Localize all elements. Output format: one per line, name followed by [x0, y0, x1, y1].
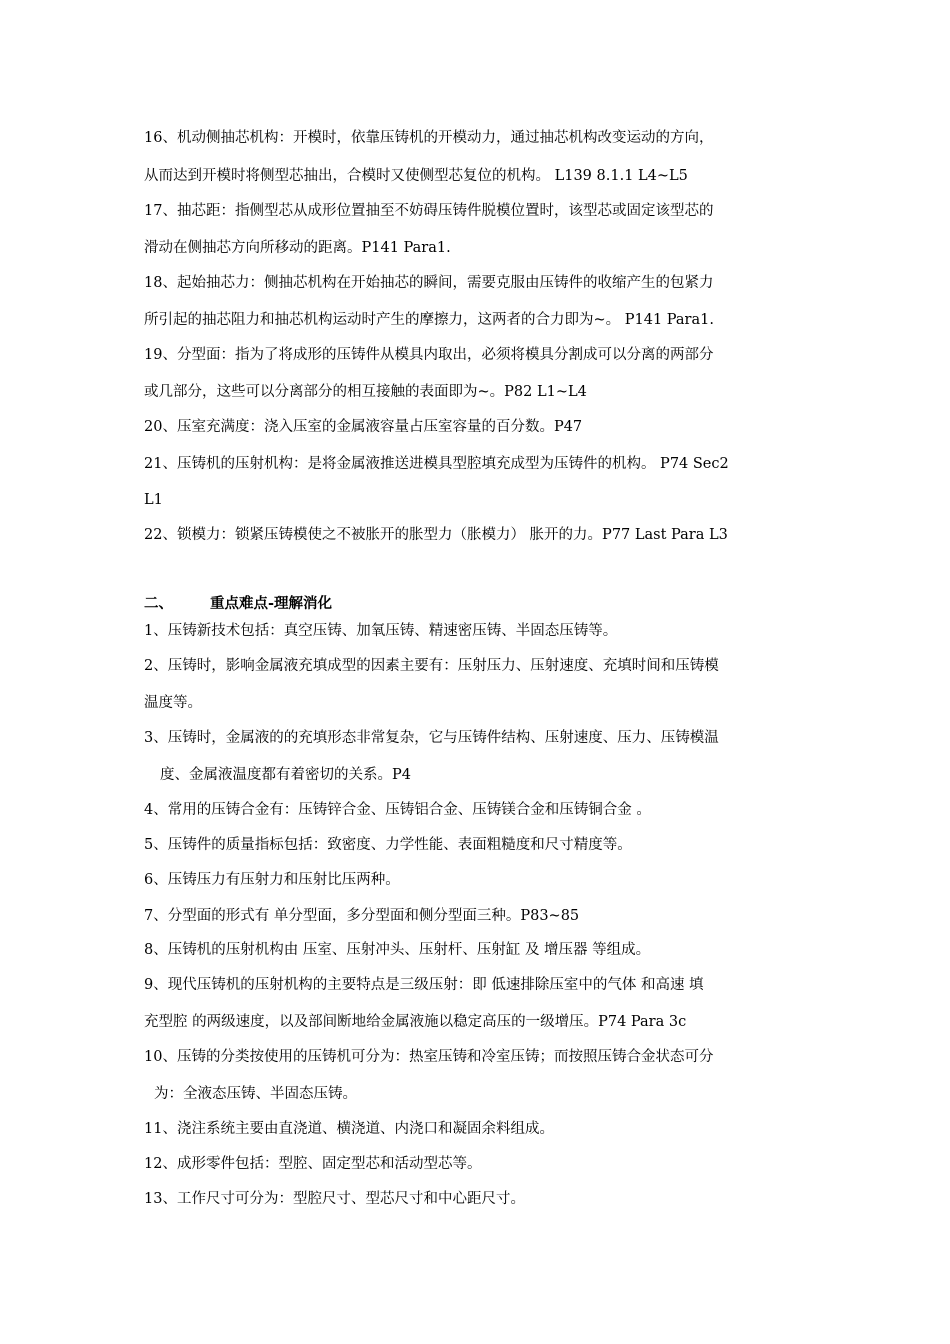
s2-item-9-line2: 充型腔 的两级速度，以及部间断地给金属液施以稳定高压的一级增压。P74 Para 3c [144, 1014, 687, 1030]
s2-item-4-line1: 4、常用的压铸合金有：压铸锌合金、压铸铝合金、压铸镁合金和压铸铜合金 。 [144, 802, 651, 818]
s2-item-3-line1: 3、压铸时，金属液的的充填形态非常复杂，它与压铸件结构、压射速度、压力、压铸模温 [144, 730, 719, 746]
item-21-line1: 21、压铸机的压射机构：是将金属液推送进模具型腔填充成型为压铸件的机构。 P74 Sec2 [144, 456, 729, 472]
item-21-line2: L1 [144, 492, 163, 508]
s2-item-5-line1: 5、压铸件的质量指标包括：致密度、力学性能、表面粗糙度和尺寸精度等。 [144, 837, 632, 853]
s2-item-3-line2: 度、金属液温度都有着密切的关系。P4 [160, 767, 411, 783]
s2-item-11-line1: 11、浇注系统主要由直浇道、横浇道、内浇口和凝固余料组成。 [144, 1121, 554, 1137]
s2-item-2-line2: 温度等。 [144, 695, 202, 711]
s2-item-10-line2: 为：全液态压铸、半固态压铸。 [154, 1086, 357, 1102]
item-17-line2: 滑动在侧抽芯方向所移动的距离。P141 Para1. [144, 240, 451, 256]
section2-number: 二、 [144, 595, 173, 612]
section2-heading [144, 594, 332, 614]
item-17-line1: 17、抽芯距：指侧型芯从成形位置抽至不妨碍压铸件脱模位置时，该型芯或固定该型芯的 [144, 203, 714, 219]
item-22-line1: 22、锁模力：锁紧压铸模使之不被胀开的胀型力（胀模力） 胀开的力。P77 Last Para L3 [144, 527, 728, 543]
s2-item-8-line1: 8、压铸机的压射机构由 压室、压射冲头、压射杆、压射缸 及 增压器 等组成。 [144, 942, 651, 958]
item-18-line2: 所引起的抽芯阻力和抽芯机构运动时产生的摩擦力，这两者的合力即为~。 P141 Para1. [144, 312, 714, 328]
s2-item-1-line1: 1、压铸新技术包括：真空压铸、加氧压铸、精速密压铸、半固态压铸等。 [144, 623, 618, 639]
s2-item-12-line1: 12、成形零件包括：型腔、固定型芯和活动型芯等。 [144, 1156, 482, 1172]
item-19-line1: 19、分型面：指为了将成形的压铸件从模具内取出，必须将模具分割成可以分离的两部分 [144, 347, 714, 363]
item-19-line2: 或几部分，这些可以分离部分的相互接触的表面即为~。P82 L1~L4 [144, 384, 587, 400]
s2-item-9-line1: 9、现代压铸机的压射机构的主要特点是三级压射：即 低速排除压室中的气体 和高速 填 [144, 977, 704, 993]
s2-item-6-line1: 6、压铸压力有压射力和压射比压两种。 [144, 872, 400, 888]
item-18-line1: 18、起始抽芯力：侧抽芯机构在开始抽芯的瞬间，需要克服由压铸件的收缩产生的包紧力 [144, 275, 714, 291]
s2-item-2-line1: 2、压铸时，影响金属液充填成型的因素主要有：压射压力、压射速度、充填时间和压铸模 [144, 658, 719, 674]
s2-item-7-line1: 7、分型面的形式有 单分型面，多分型面和侧分型面三种。P83~85 [144, 908, 580, 924]
s2-item-10-line1: 10、压铸的分类按使用的压铸机可分为：热室压铸和冷室压铸；而按照压铸合金状态可分 [144, 1049, 714, 1065]
item-16-line1: 16、机动侧抽芯机构：开模时，依靠压铸机的开模动力，通过抽芯机构改变运动的方向， [144, 130, 714, 146]
item-16-line2: 从而达到开模时将侧型芯抽出，合模时又使侧型芯复位的机构。 L139 8.1.1 L4~L5 [144, 168, 688, 184]
item-20-line1: 20、压室充满度：浇入压室的金属液容量占压室容量的百分数。P47 [144, 419, 583, 435]
s2-item-13-line1: 13、工作尺寸可分为：型腔尺寸、型芯尺寸和中心距尺寸。 [144, 1191, 525, 1207]
section2-title: 重点难点-理解消化 [210, 595, 333, 612]
